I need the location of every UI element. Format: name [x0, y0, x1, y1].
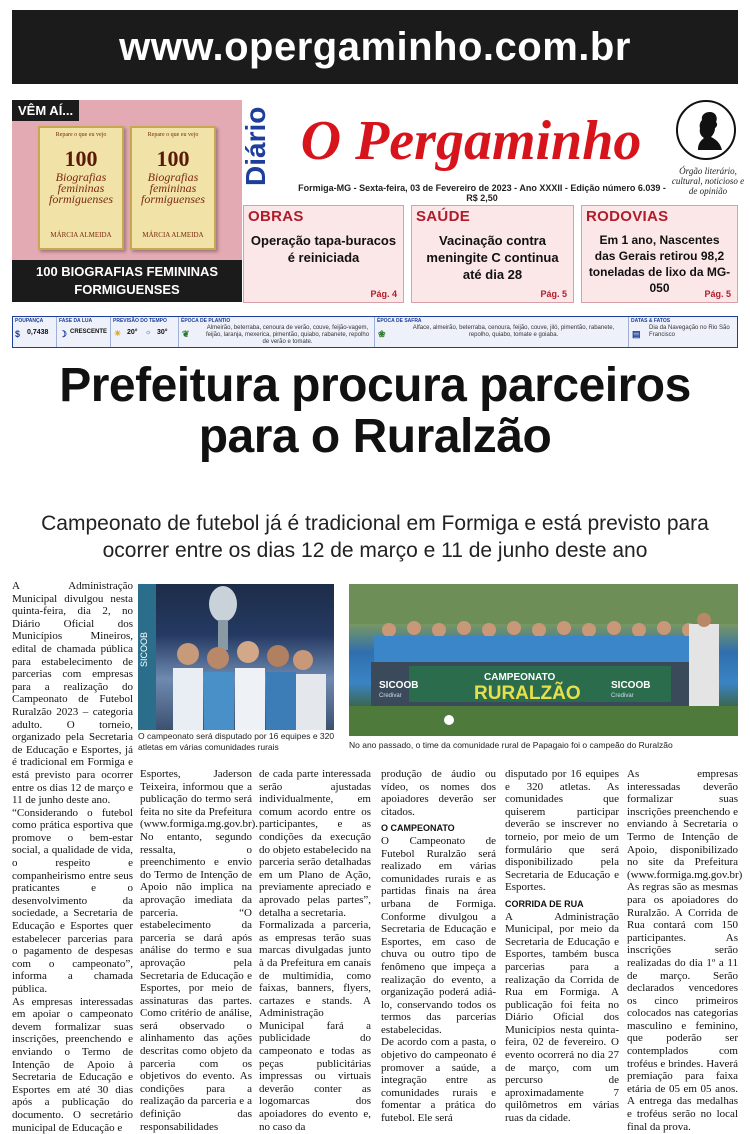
teaser-rodovias[interactable] — [581, 205, 738, 303]
tempo-min: 20° — [127, 329, 138, 336]
subhead-campeonato: O CAMPEONATO — [381, 823, 455, 834]
datas-label: DATAS & FATOS — [631, 318, 671, 324]
plantio-label: ÉPOCA DE PLANTIO — [181, 318, 231, 324]
promo-footer: 100 BIOGRAFIAS FEMININAS FORMIGUENSES — [12, 260, 242, 302]
safra-label: ÉPOCA DE SAFRA — [377, 318, 422, 324]
sponsor-sub-left: Credivar — [379, 693, 402, 699]
promo-box[interactable] — [12, 100, 242, 302]
dateline: Formiga-MG - Sexta-feira, 03 de Fevereiro de 2023 - Ano XXXII - Edição número 6.039 - R$ 2,50 — [298, 183, 666, 203]
article-paragraph: As empresas interessadas deverão formalizar suas inscrições preenchendo e enviando à Secretaria o Termo de Intenção de Apoio, disponibilizado no site da Prefeitura (www.formiga.mg.gov.br) — [627, 768, 743, 881]
info-bar — [12, 316, 738, 348]
book-author: MÁRCIA ALMEIDA — [142, 231, 204, 239]
teaser-text: Em 1 ano, Nascentes das Gerais retirou 98,2 toneladas de lixo da MG-050 — [588, 233, 731, 295]
article-column-6 — [627, 768, 743, 1133]
tempo-cell — [111, 317, 179, 347]
silhouette-logo-icon — [676, 100, 736, 160]
sponsor-text: SICOOB — [139, 631, 149, 667]
book-author: MÁRCIA ALMEIDA — [50, 231, 112, 239]
book-cover — [130, 126, 216, 250]
diario-label: Diário — [240, 106, 271, 186]
article-paragraph: No entanto, segundo ressalta, o preenchimento e envio do Termo de Intenção de Apoio não implica na aprovação imediata da parceria. “O estabelecimento da parceria se dará após análise do termo e sua aprovação pela Secretaria de Educação e Esportes, por meio de assinaturas das partes. Como critério de análise, será observado o alinhamento das ações descritas como objeto da parceria com os objetivos do evento. As condições para a realização da parceria e a definição das responsabilidades — [140, 830, 252, 1133]
lua-value: CRESCENTE — [70, 329, 108, 335]
photo-caption-2: No ano passado, o time da comunidade rural de Papagaio foi o campeão do Ruralzão — [349, 740, 673, 750]
teaser-obras[interactable] — [243, 205, 404, 303]
teaser-page: Pág. 4 — [370, 289, 397, 299]
teaser-section: OBRAS — [248, 208, 304, 225]
masthead-title: O Pergaminho — [300, 110, 642, 172]
book-top-text: Repare o que eu vejo — [147, 132, 199, 138]
datas-cell — [629, 317, 737, 347]
tempo-label: PREVISÃO DO TEMPO — [113, 318, 167, 324]
teaser-section: SAÚDE — [416, 208, 471, 225]
teaser-saude[interactable] — [411, 205, 574, 303]
lua-label: FASE DA LUA — [59, 318, 93, 324]
promo-tag: VÊM AÍ... — [12, 100, 79, 121]
article-paragraph: “Considerando o futebol como prática esportiva que promove o bem-estar social, a qualidade de vida, o respeito e companheirismo entre seus praticantes e o desenvolvimento da sociedade, a Secretaria de Educação e Esportes quer estabelecer parcerias para o pagamento de despesas com o campeonato”, informa a chamada pública. — [12, 806, 133, 995]
main-headline: Prefeitura procura parceiros para o Ruralzão — [59, 359, 691, 463]
team-photo — [349, 584, 738, 736]
sun-icon: ☼ — [145, 329, 152, 336]
sponsor-right: SICOOB — [611, 680, 651, 691]
banner-word-1: CAMPEONATO — [484, 672, 556, 683]
tempo-max: 30° — [157, 329, 168, 336]
article-column-5 — [505, 768, 619, 1125]
crescent-moon-icon: ☽ — [59, 329, 68, 339]
datas-text: Dia da Navegação no Rio São Francisco — [649, 325, 730, 338]
trophy-photo — [138, 584, 334, 730]
sun-cloud-icon: ☀ — [114, 329, 122, 338]
plantio-text: Almeirão, beterraba, cenoura de verão, couve, feijão-vagem, feijão, laranja, mexerica, pimentão, quiabo, rabanete, repolho de verão e tomate. — [205, 325, 370, 345]
plantio-cell — [179, 317, 375, 347]
article-column-2 — [140, 768, 259, 1133]
book-title: Biografias femininas formiguenses — [49, 170, 113, 206]
poupanca-label: POUPANÇA — [15, 318, 44, 324]
article-paragraph: produção de áudio ou vídeo, os nomes dos apoiadores deverão ser citados. — [381, 768, 496, 818]
teaser-page: Pág. 5 — [540, 289, 567, 299]
book-number: 100 — [64, 146, 98, 171]
article-column-4 — [381, 768, 496, 1125]
book-title: Biografias femininas formiguenses — [141, 170, 205, 206]
article-paragraph: A Administração Municipal divulgou nesta quinta-feira, dia 2, no Diário Oficial dos Municípios Mineiros, edital de chamada pública para estabelecimento de parcerias com empresas para a realização do Campeonato de Futebol Ruralzão 2023 – categoria adulto. O torneio, organizado pela Secretaria de Educação e Esportes, já é tradicional em Formiga e está previsto para ocorrer entre os dias 12 de março e 11 de junho deste ano. — [12, 580, 133, 807]
teaser-section: RODOVIAS — [586, 208, 669, 225]
sprout-icon: ❦ — [182, 329, 190, 339]
teaser-text: Operação tapa-buracos é reiniciada — [250, 233, 397, 265]
poupanca-cell — [13, 317, 57, 347]
banner-word-2: RURALZÃO — [474, 683, 581, 704]
safra-cell — [375, 317, 629, 347]
book-top-text: Repare o que eu vejo — [55, 132, 107, 138]
poupanca-value: 0,7438 — [27, 329, 49, 336]
safra-text: Alface, almeirão, beterraba, cenoura, feijão, couve, jiló, pimentão, rabanete, repolho, quiabo, tomate e goiaba. — [412, 325, 615, 338]
subhead-corrida: CORRIDA DE RUA — [505, 898, 584, 909]
article-paragraph: de cada parte interessada serão ajustadas individualmente, em comum acordo entre os participantes, e as condições da execução do objeto estabelecido na parceria serão detalhadas em um Plano de Ação, previamente apreciado e aprovado pelas partes”, detalha a secretaria. — [259, 768, 371, 919]
sponsor-sub-right: Credivar — [611, 693, 634, 699]
dollar-icon: $ — [15, 329, 21, 339]
article-paragraph: disputado por 16 equipes e 320 atletas. As comunidades que quiserem participar deverão se inscrever no torneio, por meio de um formulário que será disponibilizado pela Secretaria de Educação e Esportes. — [505, 768, 619, 894]
teaser-page: Pág. 5 — [704, 289, 731, 299]
harvest-icon: ❀ — [378, 329, 386, 339]
article-paragraph: Formalizada a parceria, as empresas terão suas marcas divulgadas junto à da Prefeitura em canais de multimídia, como faixas, banners, flyers, cartazes e stands. A Administração Municipal fará a publicidade do campeonato e todas as peças publicitárias impressas ou virtuais deverão conter as logomarcas dos apoiadores do evento e, no caso da — [259, 919, 371, 1133]
book-number: 100 — [156, 146, 190, 171]
calendar-icon: ▤ — [632, 329, 641, 339]
sponsor-left: SICOOB — [379, 680, 419, 691]
book-cover — [38, 126, 124, 250]
article-column-1 — [12, 580, 133, 1134]
article-paragraph: As regras são as mesmas para os apoiadores do Ruralzão. A Corrida de Rua contará com 150 participantes. As inscrições serão realizadas do dia 1º a 11 de março. Serão declarados vencedores os cinco primeiros colocados nas categorias masculino e feminino, que poderão ser contemplados com troféus e brindes. Haverá premiação para faixa etária de 05 em 05 anos. A entrega das medalhas e troféus serão no local final da prova. — [627, 881, 738, 1133]
article-paragraph: O Campeonato de Futebol Ruralzão será realizado em várias comunidades rurais e as partidas finais na área urbana de Formiga. Conforme divulgou a Secretaria de Educação e Esportes, em caso de chuva ou outro tipo de fenômeno que impeça a realização do evento, a organização poderá adiá-lo, conservando todos os termos das parcerias estabelecidas. — [381, 834, 496, 1036]
teaser-text: Vacinação contra meningite C continua até dia 28 — [426, 233, 559, 282]
photo-caption-1: O campeonato será disputado por 16 equipes e 320 atletas em várias comunidades rurais — [138, 731, 335, 752]
article-paragraph: A Administração Municipal, por meio da Secretaria de Educação e Esportes, também busca parcerias para a realização da Corrida de Rua em Formiga. A publicação foi feita no Diário Oficial dos Municípios nesta quinta-feira, 02 de fevereiro. O evento ocorrerá no dia 27 de março, com um percurso de aproximadamente 7 quilômetros em várias ruas da cidade. — [505, 910, 619, 1125]
lua-cell — [57, 317, 111, 347]
article-column-3 — [259, 768, 371, 1133]
article-paragraph: Esportes, Jaderson Teixeira, informou que a publicação do termo será feita no site da Prefeitura (www.formiga.mg.gov.br). — [140, 768, 259, 831]
sub-headline: Campeonato de futebol já é tradicional em Formiga e está previsto para ocorrer entre os dias 12 de março e 11 de junho deste ano — [41, 512, 709, 562]
site-url-banner[interactable]: www.opergaminho.com.br — [12, 10, 738, 84]
masthead-motto: Órgão literário, cultural, noticioso e de opinião — [671, 166, 745, 196]
article-paragraph: As empresas interessadas em apoiar o campeonato devem formalizar suas inscrições, preenchendo e enviando o Termo de Intenção de Apoio à Secretaria de Educação e Esportes em até 30 dias após a publicação do documento. O secretário municipal de Educação e — [12, 995, 133, 1134]
article-paragraph: De acordo com a pasta, o objetivo do campeonato é promover a saúde, a integração entre as comunidades rurais e fomentar a prática do futebol. Ele será — [381, 1036, 496, 1125]
